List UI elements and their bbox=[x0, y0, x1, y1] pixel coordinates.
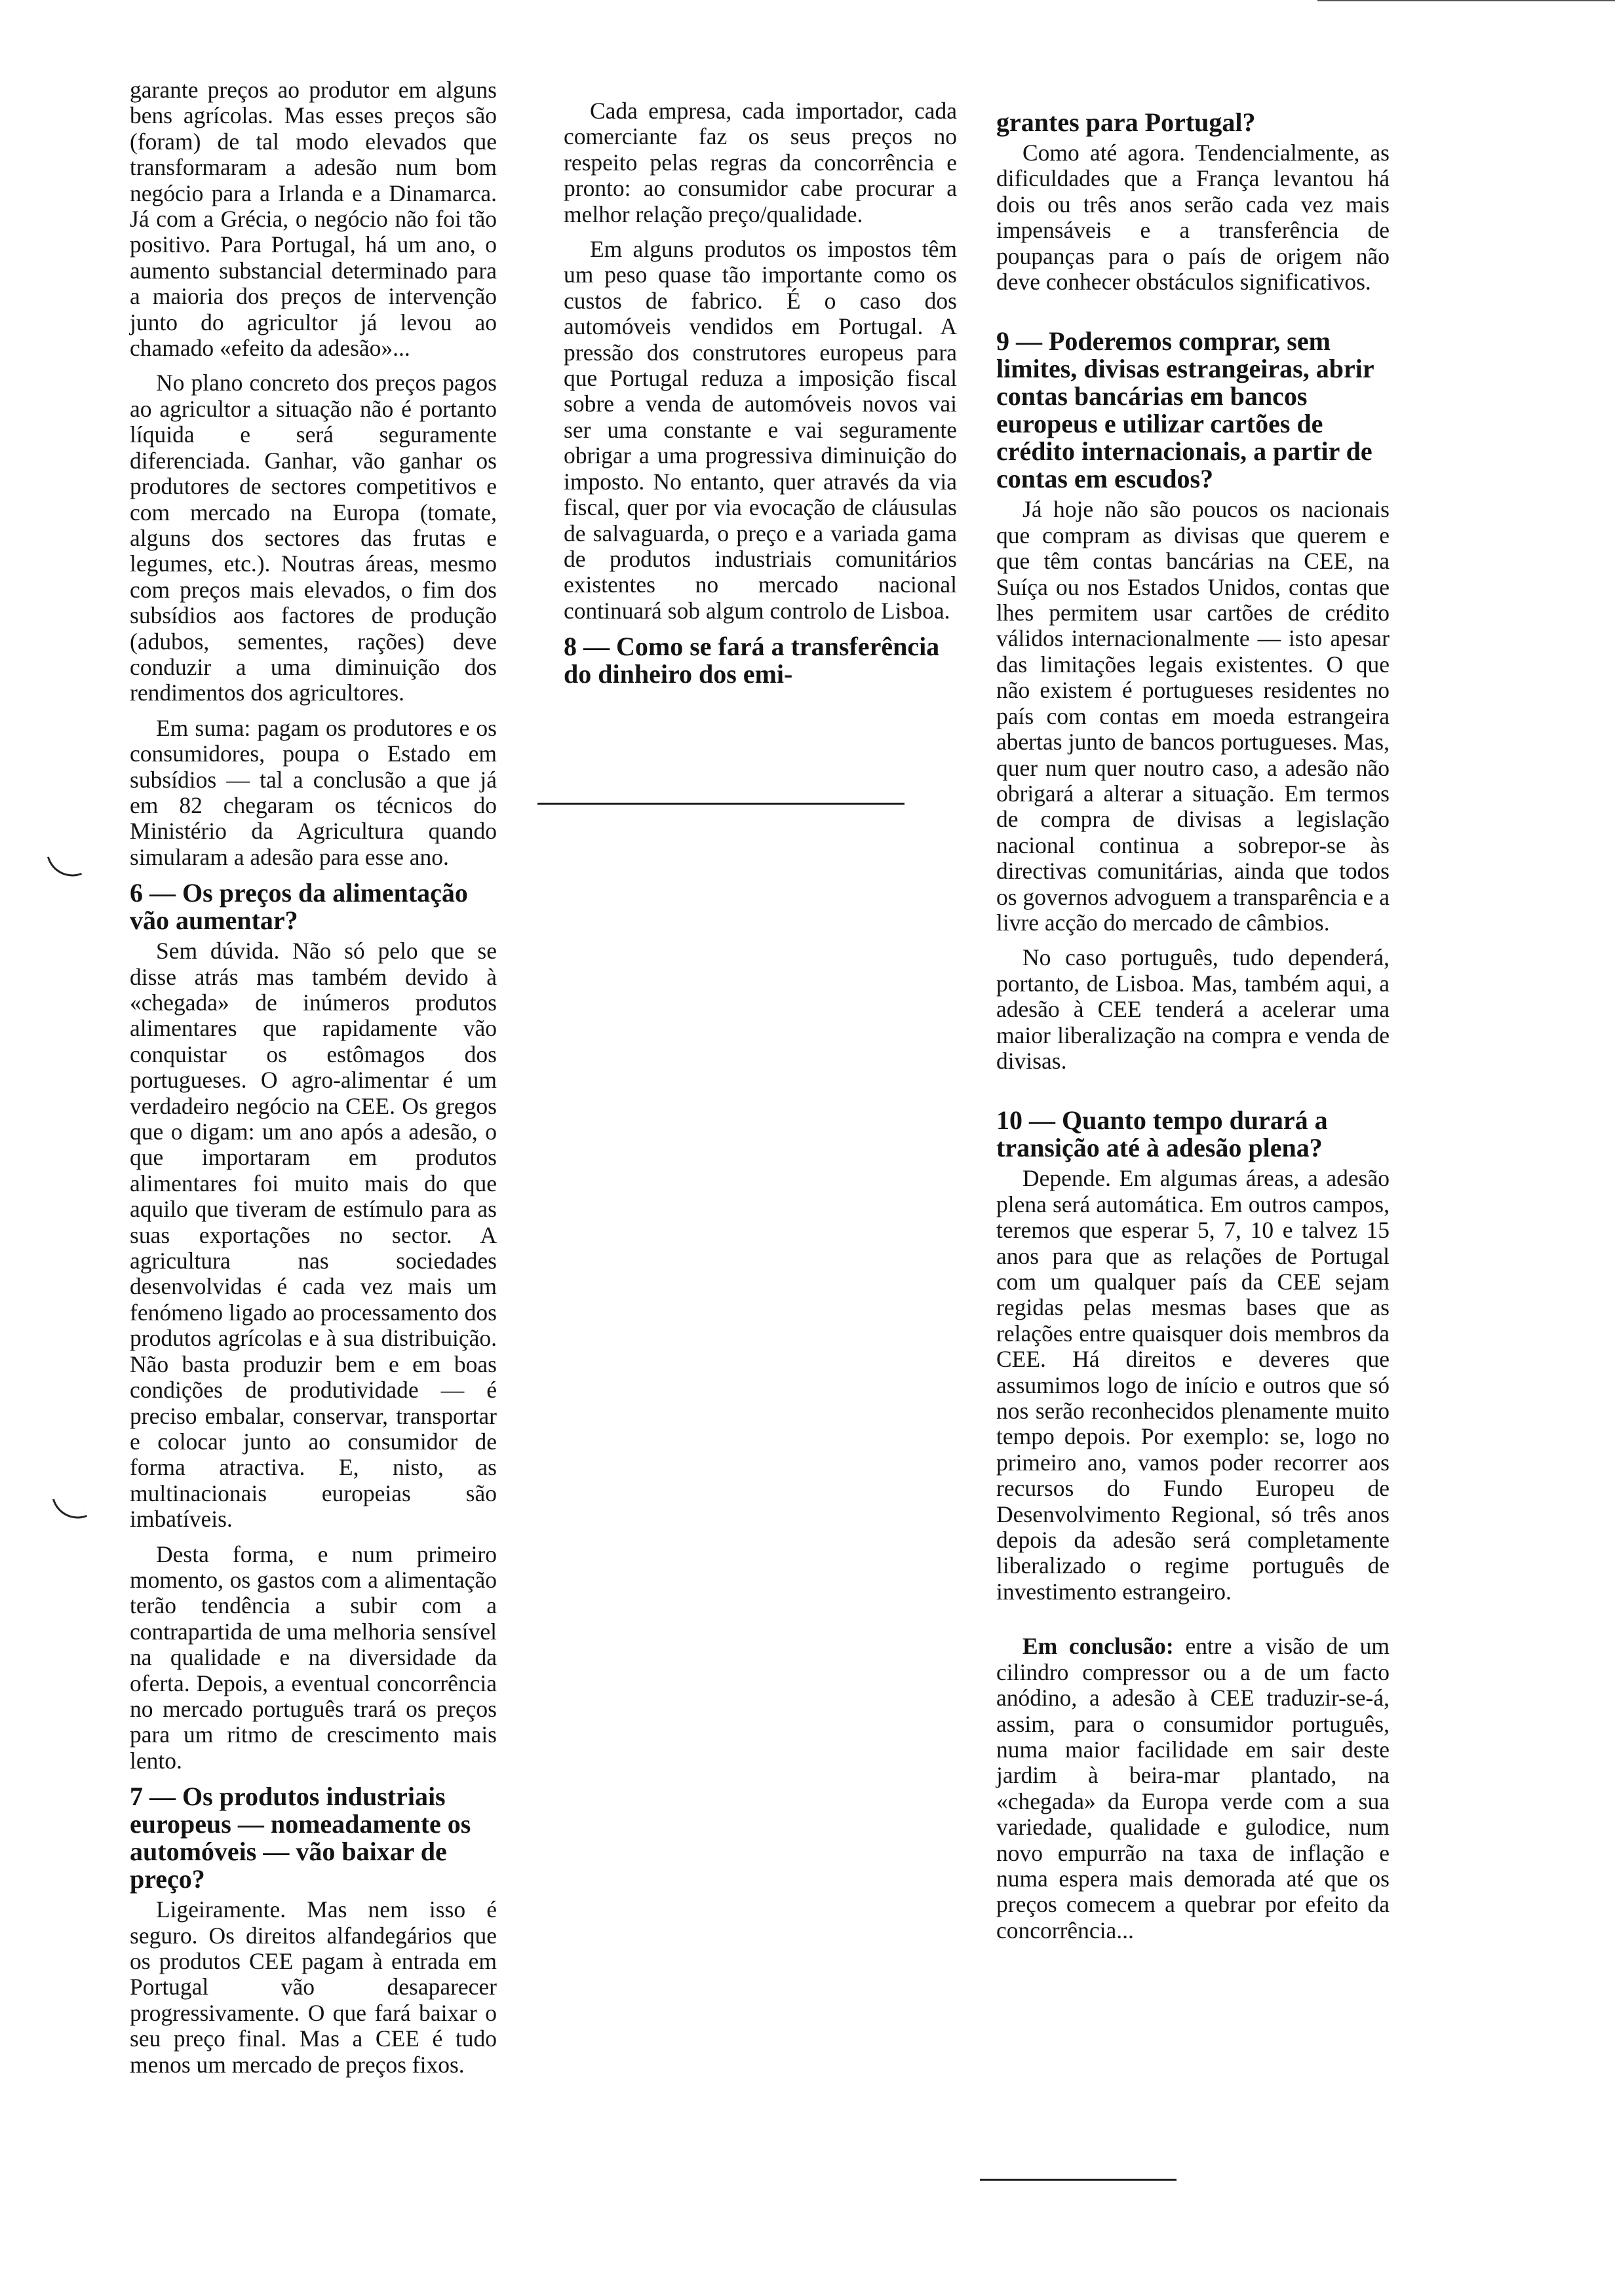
article-column-2 bbox=[564, 98, 957, 692]
article-column-1 bbox=[130, 77, 497, 2087]
paragraph: Sem dúvida. Não só pelo que se disse atrás mas também devido à «chegada» de inúmeros produtos alimentares que rapidamente vão conquistar os estômagos dos portugueses. O agro-alimentar é um verdadeiro negócio na CEE. Os gregos que o digam: um ano após a adesão, o que importaram em produtos alimentares foi muito mais do que aquilo que tiveram de estímulo para as suas exportações no sector. A agricultura nas sociedades desenvolvidas é cada vez mais um fenómeno ligado ao processamento dos produtos agrícolas e à sua distribuição. Não basta produzir bem e em boas condições de produtividade — é preciso embalar, conservar, transportar e colocar junto ao consumidor de forma atractiva. E, nisto, as multinacionais europeias são imbatíveis. bbox=[130, 938, 497, 1533]
conclusion-lead: Em conclusão: bbox=[1022, 1633, 1174, 1660]
conclusion-text: entre a visão de um cilindro compressor ou a de um facto anódino, a adesão à CEE traduzir-se-á, assim, para o consumidor português, numa maior facilidade em sair deste jardim à beira-mar plantado, na «chegada» da Europa verde com a sua variedade, qualidade e gulodice, num novo empurrão na taxa de inflação e numa espera mais demorada até que os preços comecem a quebrar por efeito da concorrência... bbox=[996, 1633, 1390, 1943]
paragraph: No caso português, tudo dependerá, portanto, de Lisboa. Mas, também aqui, a adesão à CEE tenderá a acelerar uma maior liberalização na compra e venda de divisas. bbox=[996, 944, 1390, 1074]
question-heading-8-continued: grantes para Portugal? bbox=[996, 107, 1256, 137]
top-edge-rule bbox=[1317, 0, 1615, 1]
paragraph: Como até agora. Tendencialmente, as dificuldades que a França levantou há dois ou três anos serão cada vez mais impensáveis e a transferência de poupanças para o país de origem não deve conhecer obstáculos significativos. bbox=[996, 140, 1390, 296]
question-heading-6: 6 — Os preços da alimentação vão aumentar? bbox=[130, 878, 468, 936]
question-heading-10: 10 — Quanto tempo durará a transição até à adesão plena? bbox=[996, 1105, 1328, 1163]
paragraph: Em suma: pagam os produtores e os consumidores, poupa o Estado em subsídios — tal a conclusão a que já em 82 chegaram os técnicos do Ministério da Agricultura quando simularam a adesão para esse ano. bbox=[130, 714, 497, 870]
paragraph: garante preços ao produtor em alguns bens agrícolas. Mas esses preços são (foram) de tal modo elevados que transformaram a adesão num bom negócio para a Irlanda e a Dinamarca. Já com a Grécia, o negócio não foi tão positivo. Para Portugal, há um ano, o aumento substancial determinado para a maioria dos preços de intervenção junto do agricultor já levou ao chamado «efeito da adesão»... bbox=[130, 77, 497, 362]
paragraph: Já hoje não são poucos os nacionais que compram as divisas que querem e que têm contas bancárias na CEE, na Suíça ou nos Estados Unidos, contas que lhes permitem usar cartões de crédito válidos internacionalmente — isto apesar das limitações legais existentes. O que não existem é portugueses residentes no país com contas em moeda estrangeira abertas junto de bancos portugueses. Mas, quer num quer noutro caso, a adesão não obrigará a alterar a situação. Em termos de compra de divisas a legislação nacional continua a sobrepor-se às directivas comunitárias, ainda que todos os governos advoguem a transparência e a livre acção do mercado de câmbios. bbox=[996, 496, 1390, 936]
paragraph: Desta forma, e num primeiro momento, os gastos com a alimentação terão tendência a subir com a contrapartida de uma melhoria sensível na qualidade e na diversidade da oferta. Depois, a eventual concorrência no mercado português trará os preços para um ritmo de crescimento mais lento. bbox=[130, 1540, 497, 1774]
question-heading-8: 8 — Como se fará a transferência do dinheiro dos emi- bbox=[564, 632, 940, 689]
paragraph: Ligeiramente. Mas nem isso é seguro. Os direitos alfandegários que os produtos CEE pagam à entrada em Portugal vão desaparecer progressivamente. O que fará baixar o seu preço final. Mas a CEE é tudo menos um mercado de preços fixos. bbox=[130, 1896, 497, 2078]
question-heading-7: 7 — Os produtos industriais europeus — nomeadamente os automóveis — vão baixar de preço? bbox=[130, 1782, 471, 1894]
margin-bracket-mark bbox=[52, 1490, 87, 1525]
article-column-3 bbox=[996, 105, 1390, 1953]
paragraph: No plano concreto dos preços pagos ao agricultor a situação não é portanto líquida e será seguramente diferenciada. Ganhar, vão ganhar os produtores de sectores competitivos e com mercado na Europa (tomate, alguns dos sectores das frutas e legumes, etc.). Noutras áreas, mesmo com preços mais elevados, o fim dos subsídios aos factores de produção (adubos, sementes, rações) deve conduzir a uma diminuição dos rendimentos dos agricultores. bbox=[130, 370, 497, 706]
conclusion-paragraph bbox=[996, 1634, 1390, 1943]
paragraph: Depende. Em algumas áreas, a adesão plena será automática. Em outros campos, teremos que esperar 5, 7, 10 e talvez 15 anos para que as relações de Portugal com um qualquer país da CEE sejam regidas pelas mesmas bases que as relações entre quaisquer dois membros da CEE. Há direitos e deveres que assumimos logo de início e outros que só nos serão reconhecidos plenamente muito tempo depois. Por exemplo: se, logo no primeiro ano, vamos poder recorrer aos recursos do Fundo Europeu de Desenvolvimento Regional, só três anos depois da adesão será completamente liberalizado o regime português de investimento estrangeiro. bbox=[996, 1165, 1390, 1605]
paragraph: Em alguns produtos os impostos têm um peso quase tão importante como os custos de fabrico. É o caso dos automóveis vendidos em Portugal. A pressão dos construtores europeus para que Portugal reduza a imposição fiscal sobre a venda de automóveis novos vai ser uma constante e vai seguramente obrigar a uma progressiva diminuição do imposto. No entanto, quer através da via fiscal, quer por via evocação de cláusulas de salvaguarda, o preço e a variada gama de produtos industriais comunitários existentes no mercado nacional continuará sob algum controlo de Lisboa. bbox=[564, 236, 957, 624]
margin-bracket-mark bbox=[47, 848, 82, 883]
column-end-rule bbox=[537, 803, 905, 805]
article-end-rule bbox=[980, 2179, 1177, 2181]
paragraph: Cada empresa, cada importador, cada comerciante faz os seus preços no respeito pelas regras da concorrência e pronto: ao consumidor cabe procurar a melhor relação preço/qualidade. bbox=[564, 98, 957, 227]
question-heading-9: 9 — Poderemos comprar, sem limites, divisas estrangeiras, abrir contas bancárias em bancos europeus e utilizar cartões de crédito internacionais, a partir de contas em escudos? bbox=[996, 326, 1374, 494]
